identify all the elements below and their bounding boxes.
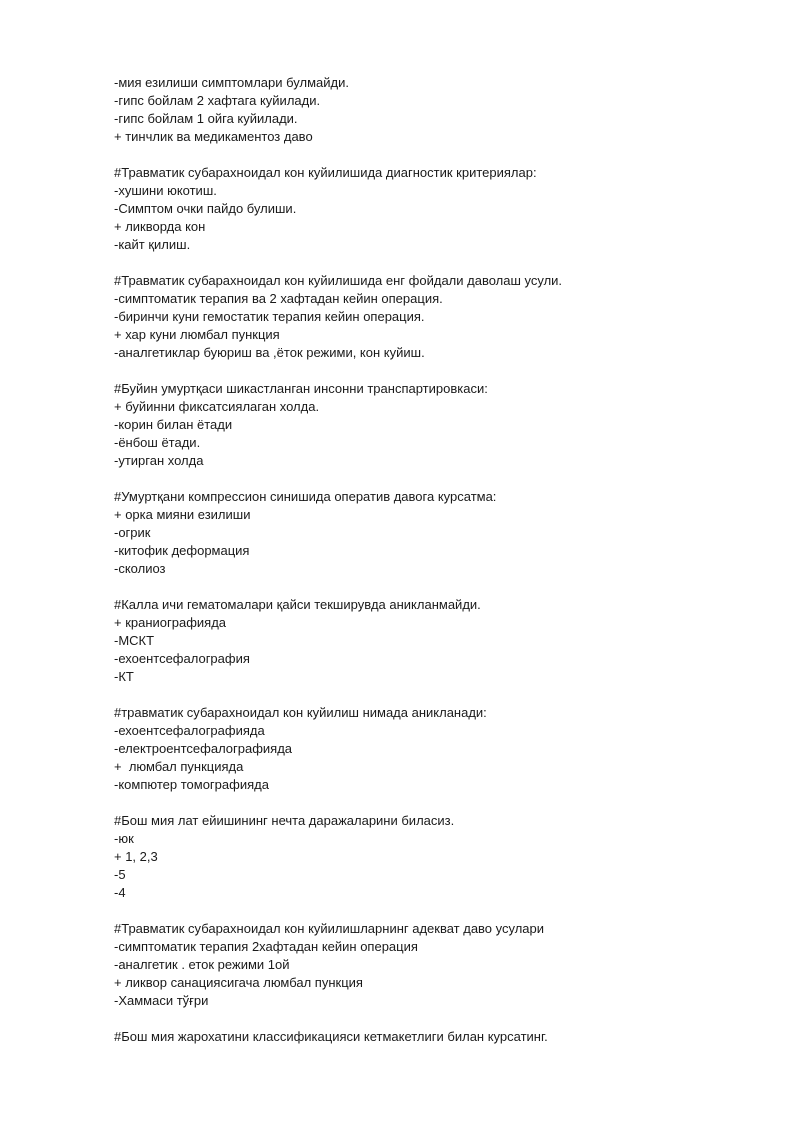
answer-option-line: -китофик деформация <box>114 543 250 558</box>
block-spacer <box>114 1010 734 1028</box>
answer-option-line: -ехоентсефалографияда <box>114 723 265 738</box>
answer-option-line: -компютер томографияда <box>114 777 269 792</box>
answer-option-line: -аналгетик . еток режими 1ой <box>114 957 290 972</box>
correct-answer-line: + ликвор санациясигача люмбал пункция <box>114 975 363 990</box>
answer-option-line: -ёнбош ётади. <box>114 435 201 450</box>
block-spacer <box>114 578 734 596</box>
question-block <box>114 272 734 362</box>
document-body <box>114 74 734 1046</box>
question-heading: #Калла ичи гематомалари қайси текширувда аникланмайди. <box>114 597 481 612</box>
question-block <box>114 1028 734 1046</box>
answer-option-line: -електроентсефалографияда <box>114 741 293 756</box>
answer-option-line: -гипс бойлам 1 ойга куйилади. <box>114 111 298 126</box>
question-heading: #Травматик субарахноидал кон куйилишида диагностик критериялар: <box>114 165 537 180</box>
answer-option-line: -хушини юкотиш. <box>114 183 217 198</box>
answer-option-line: -юк <box>114 831 134 846</box>
answer-option-line: -мия езилиши симптомлари булмайди. <box>114 75 349 90</box>
correct-answer-line: + хар куни люмбал пункция <box>114 327 280 342</box>
block-spacer <box>114 470 734 488</box>
answer-option-line: -КТ <box>114 669 134 684</box>
answer-option-line: -огрик <box>114 525 151 540</box>
question-block <box>114 488 734 578</box>
answer-option-line: -гипс бойлам 2 хафтага куйилади. <box>114 93 321 108</box>
answer-option-line: -Симптом очки пайдо булиши. <box>114 201 297 216</box>
question-heading: #травматик субарахноидал кон куйилиш нимада аникланади: <box>114 705 487 720</box>
question-heading: #Травматик субарахноидал кон куйилишида енг фойдали даволаш усули. <box>114 273 563 288</box>
block-spacer <box>114 254 734 272</box>
block-spacer <box>114 146 734 164</box>
correct-answer-line: + орка мияни езилиши <box>114 507 251 522</box>
question-block <box>114 812 734 902</box>
question-block <box>114 74 734 146</box>
answer-option-line: -ехоентсефалография <box>114 651 250 666</box>
answer-option-line: -сколиоз <box>114 561 166 576</box>
answer-option-line: -аналгетиклар буюриш ва ,ёток режими, кон куйиш. <box>114 345 425 360</box>
block-spacer <box>114 794 734 812</box>
block-spacer <box>114 362 734 380</box>
answer-option-line: -биринчи куни гемостатик терапия кейин операция. <box>114 309 425 324</box>
answer-option-line: -симптоматик терапия ва 2 хафтадан кейин операция. <box>114 291 443 306</box>
answer-option-line: -МСКТ <box>114 633 155 648</box>
question-block <box>114 164 734 254</box>
answer-option-line: -утирган холда <box>114 453 204 468</box>
correct-answer-line: + буйинни фиксатсиялаган холда. <box>114 399 320 414</box>
correct-answer-line: + краниографияда <box>114 615 227 630</box>
question-block <box>114 920 734 1010</box>
correct-answer-line: + тинчлик ва медикаментоз даво <box>114 129 313 144</box>
question-heading: #Бош мия лат ейишининг нечта даражаларини биласиз. <box>114 813 455 828</box>
question-heading: #Буйин умуртқаси шикастланган инсонни транспартировкаси: <box>114 381 488 396</box>
answer-option-line: -корин билан ётади <box>114 417 233 432</box>
question-block <box>114 380 734 470</box>
answer-option-line: -кайт қилиш. <box>114 237 191 252</box>
correct-answer-line: + 1, 2,3 <box>114 849 158 864</box>
block-spacer <box>114 686 734 704</box>
answer-option-line: -4 <box>114 885 126 900</box>
answer-option-line: -симптоматик терапия 2хафтадан кейин операция <box>114 939 418 954</box>
block-spacer <box>114 902 734 920</box>
answer-option-line: -Хаммаси тўғри <box>114 993 209 1008</box>
question-heading: #Бош мия жарохатини классификацияси кетмакетлиги билан курсатинг. <box>114 1029 548 1044</box>
question-block <box>114 704 734 794</box>
question-heading: #Умуртқани компрессион синишида оператив давога курсатма: <box>114 489 497 504</box>
correct-answer-line: + люмбал пункцияда <box>114 759 244 774</box>
answer-option-line: -5 <box>114 867 126 882</box>
question-block <box>114 596 734 686</box>
correct-answer-line: + ликворда кон <box>114 219 206 234</box>
question-heading: #Травматик субарахноидал кон куйилишларнинг адекват даво усулари <box>114 921 545 936</box>
